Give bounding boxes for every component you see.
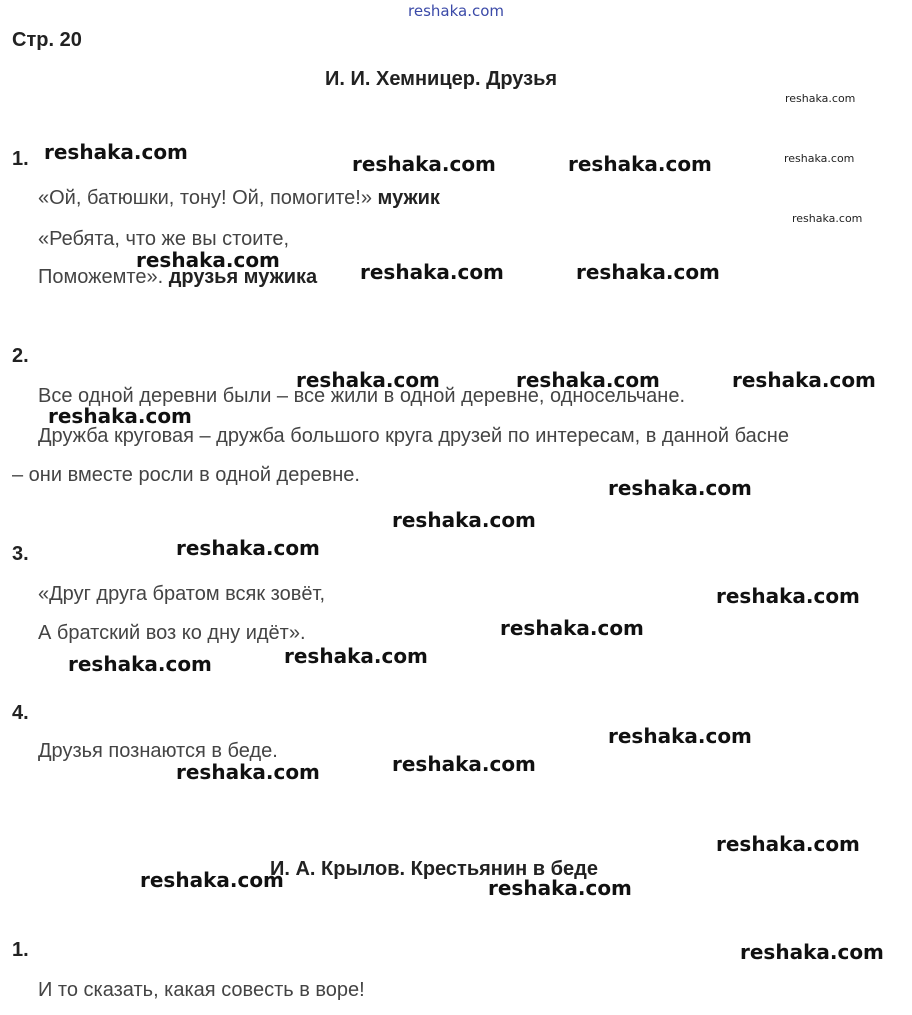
site-header-watermark: reshaka.com (408, 2, 504, 20)
watermark: reshaka.com (608, 476, 752, 500)
watermark: reshaka.com (740, 940, 884, 964)
watermark-small: reshaka.com (784, 152, 855, 165)
watermark: reshaka.com (392, 752, 536, 776)
question-number: 2. (12, 345, 29, 367)
answer-bold: друзья мужика (168, 266, 318, 288)
watermark: reshaka.com (44, 140, 188, 164)
answer-bold: мужик (377, 187, 440, 209)
watermark: reshaka.com (516, 368, 660, 392)
watermark: reshaka.com (392, 508, 536, 532)
watermark: reshaka.com (360, 260, 504, 284)
question-number: 3. (12, 543, 29, 565)
section-title-1: И. И. Хемницер. Друзья (325, 68, 558, 90)
watermark: reshaka.com (500, 616, 644, 640)
watermark: reshaka.com (352, 152, 496, 176)
watermark-small: reshaka.com (792, 212, 863, 225)
section-title-2: И. А. Крылов. Крестьянин в беде (270, 858, 598, 880)
answer-line: «Друг друга братом всяк зовёт, (38, 583, 326, 605)
watermark: reshaka.com (140, 868, 284, 892)
answer-line: И то сказать, какая совесть в воре! (38, 979, 365, 1001)
watermark: reshaka.com (136, 248, 280, 272)
watermark: reshaka.com (608, 724, 752, 748)
watermark: reshaka.com (716, 584, 860, 608)
answer-line: – они вместе росли в одной деревне. (12, 464, 360, 486)
watermark: reshaka.com (284, 644, 428, 668)
watermark-small: reshaka.com (785, 92, 856, 105)
watermark: reshaka.com (568, 152, 712, 176)
answer-line: Друзья познаются в беде. (38, 740, 278, 762)
watermark: reshaka.com (68, 652, 212, 676)
question-number: 1. (12, 939, 29, 961)
watermark: reshaka.com (176, 536, 320, 560)
answer-line: «Ребята, что же вы стоите, (38, 228, 289, 250)
quote-text: Поможемте». (38, 266, 164, 288)
answer-line (38, 187, 440, 210)
answer-line: Все одной деревни были – все жили в одной деревне, односельчане. (38, 385, 686, 407)
watermark: reshaka.com (296, 368, 440, 392)
watermark: reshaka.com (48, 404, 192, 428)
watermark: reshaka.com (576, 260, 720, 284)
watermark: reshaka.com (716, 832, 860, 856)
answer-line: А братский воз ко дну идёт». (38, 622, 306, 644)
page-label: Стр. 20 (12, 29, 82, 51)
quote-text: «Ой, батюшки, тону! Ой, помогите!» (38, 187, 372, 209)
answer-line: Дружба круговая – дружба большого круга друзей по интересам, в данной басне (38, 425, 789, 447)
watermark: reshaka.com (488, 876, 632, 900)
watermark: reshaka.com (732, 368, 876, 392)
question-number: 1. (12, 148, 29, 170)
question-number: 4. (12, 702, 29, 724)
watermark: reshaka.com (176, 760, 320, 784)
